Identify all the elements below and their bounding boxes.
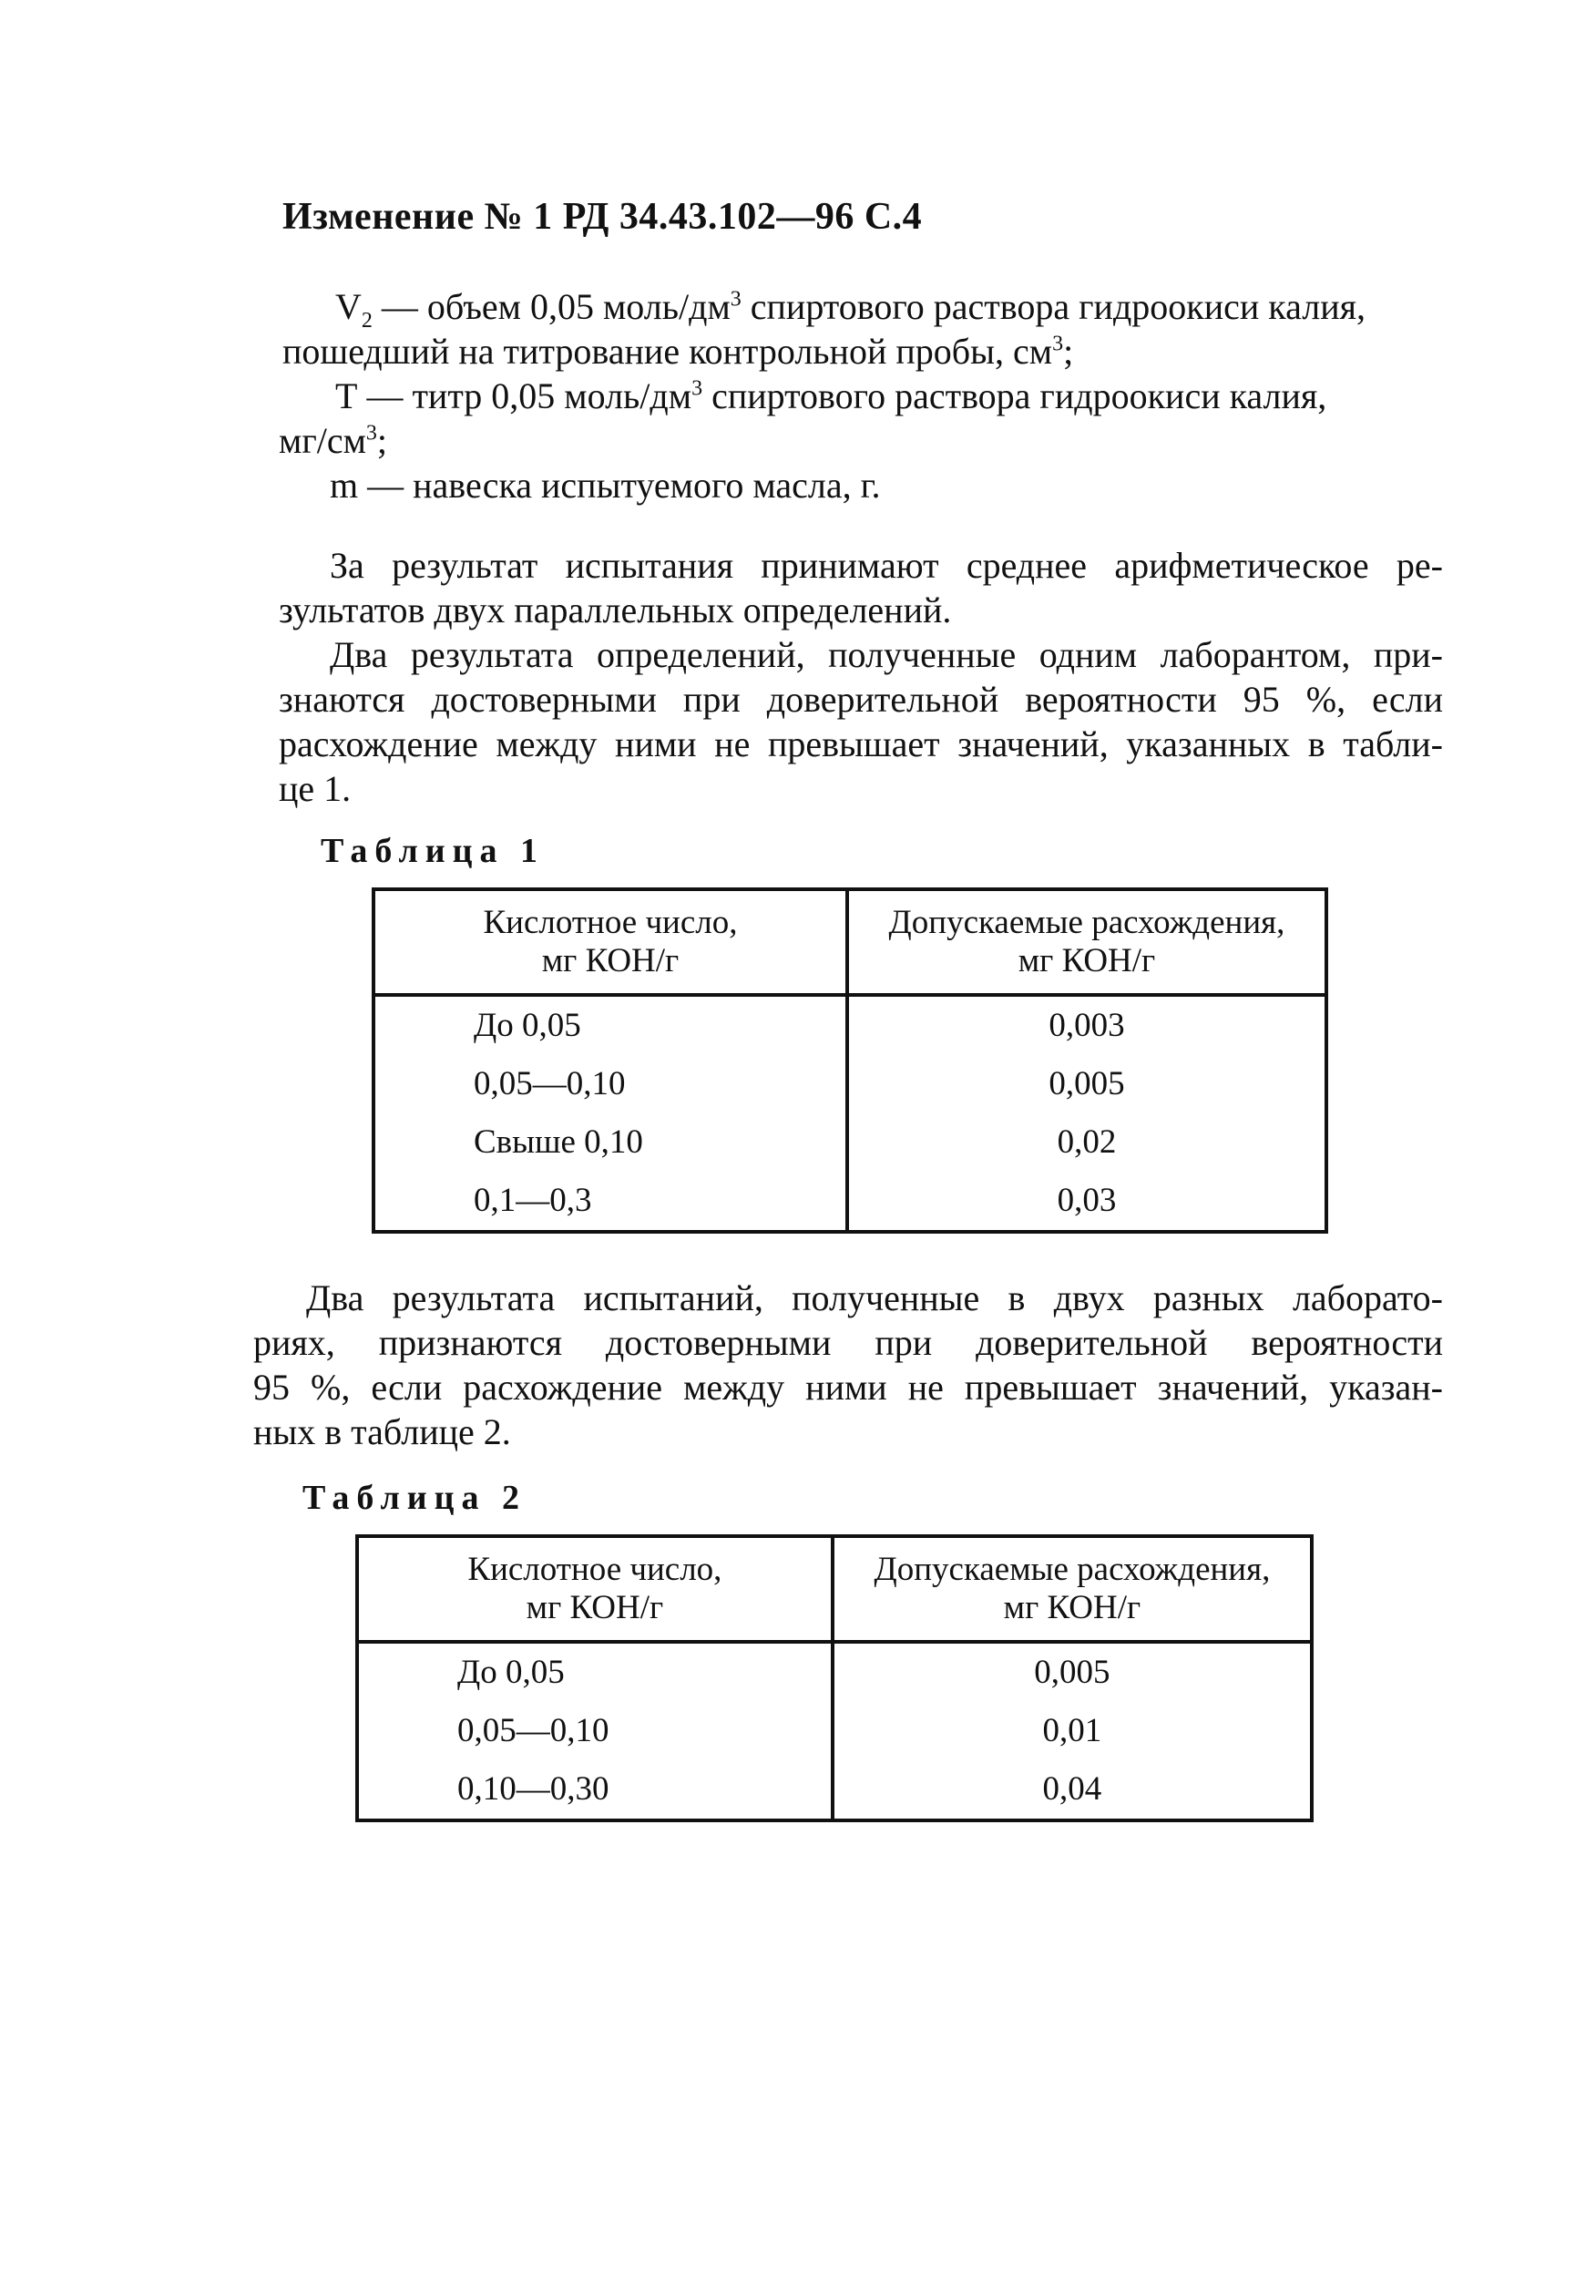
table-cell: 0,005 (847, 1055, 1326, 1113)
definition-text: ; (1063, 331, 1074, 372)
paragraph-line: Два результата определений, полученные одним лаборантом, при- (330, 634, 1443, 675)
definition-t (335, 374, 1326, 418)
paragraph-line: расхождение между ними не превышает значений, указанных в табли- (279, 723, 1443, 764)
definition-text: — титр 0,05 моль/дм (357, 375, 692, 416)
table-cell: До 0,05 (373, 995, 847, 1055)
definition-text: ; (376, 420, 388, 461)
definition-text: спиртового раствора гидроокиси калия, (702, 375, 1327, 416)
table-cell: 0,04 (833, 1760, 1312, 1820)
column-header-tolerance (833, 1536, 1312, 1642)
definition-m (330, 463, 881, 507)
table-cell: 0,005 (833, 1642, 1312, 1702)
table-cell: 0,05—0,10 (357, 1702, 833, 1760)
column-header-acid-number (357, 1536, 833, 1642)
definition-symbol: m (330, 465, 359, 506)
header-line: Допускаемые расхождения, (874, 1551, 1271, 1588)
definition-sup: 3 (1052, 332, 1064, 356)
header-line: мг КОН/г (1018, 942, 1156, 979)
definition-symbol: Т (335, 375, 358, 416)
table-cell: 0,003 (847, 995, 1326, 1055)
table-row (357, 1702, 1312, 1760)
column-header-acid-number (373, 889, 847, 995)
paragraph-line: Два результата испытаний, полученные в двух разных лаборато- (306, 1277, 1443, 1318)
header-line: Кислотное число, (483, 904, 738, 941)
definition-text: пошедший на титрование контрольной пробы, см (282, 331, 1053, 372)
definition-v2 (335, 284, 1366, 333)
table-header-row (357, 1536, 1312, 1642)
table-row (357, 1760, 1312, 1820)
table-cell: 0,10—0,30 (357, 1760, 833, 1820)
definition-v2-continuation (282, 329, 1073, 374)
table1 (372, 887, 1328, 1234)
table-row (373, 1113, 1326, 1172)
table-cell: Свыше 0,10 (373, 1113, 847, 1172)
table-header-row (373, 889, 1326, 995)
definition-text: — объем 0,05 моль/дм (372, 286, 731, 327)
paragraph-line: риях, признаются достоверными при доверительной вероятности (253, 1322, 1443, 1363)
table-row (373, 1055, 1326, 1113)
definition-sup: 3 (691, 376, 703, 401)
definition-sup: 3 (365, 421, 377, 446)
definition-text: мг/см (279, 420, 366, 461)
paragraph-line: знаются достоверными при доверительной вероятности 95 %, если (279, 679, 1443, 720)
header-line: мг КОН/г (541, 942, 680, 979)
table2 (355, 1534, 1314, 1822)
table-cell: 0,05—0,10 (373, 1055, 847, 1113)
table-row (373, 995, 1326, 1055)
definition-t-continuation (279, 418, 387, 463)
table-cell: 0,02 (847, 1113, 1326, 1172)
table-cell: 0,01 (833, 1702, 1312, 1760)
definition-subscript: 2 (361, 309, 373, 333)
header-line: Кислотное число, (467, 1551, 722, 1588)
definition-symbol: V (335, 286, 362, 327)
table1-caption: Таблица 1 (321, 832, 546, 870)
page-header: Изменение № 1 РД 34.43.102—96 С.4 (282, 196, 923, 238)
definition-text: спиртового раствора гидроокиси калия, (741, 286, 1366, 327)
header-line: мг КОН/г (1003, 1589, 1141, 1626)
table2-caption: Таблица 2 (302, 1479, 527, 1517)
definition-sup: 3 (730, 287, 742, 312)
paragraph-line: це 1. (279, 768, 352, 809)
table-cell: 0,1—0,3 (373, 1172, 847, 1232)
definition-text: — навеска испытуемого масла, г. (358, 465, 881, 506)
paragraph-line: За результат испытания принимают среднее арифметическое ре- (330, 545, 1443, 586)
header-line: Допускаемые расхождения, (888, 904, 1285, 941)
paragraph-line: ных в таблице 2. (253, 1411, 511, 1452)
table-cell: До 0,05 (357, 1642, 833, 1702)
column-header-tolerance (847, 889, 1326, 995)
table-row (357, 1642, 1312, 1702)
paragraph-line: зультатов двух параллельных определений. (279, 589, 952, 630)
table-row (373, 1172, 1326, 1232)
header-line: мг КОН/г (526, 1589, 664, 1626)
table-cell: 0,03 (847, 1172, 1326, 1232)
paragraph-line: 95 %, если расхождение между ними не превышает значений, указан- (253, 1367, 1443, 1408)
